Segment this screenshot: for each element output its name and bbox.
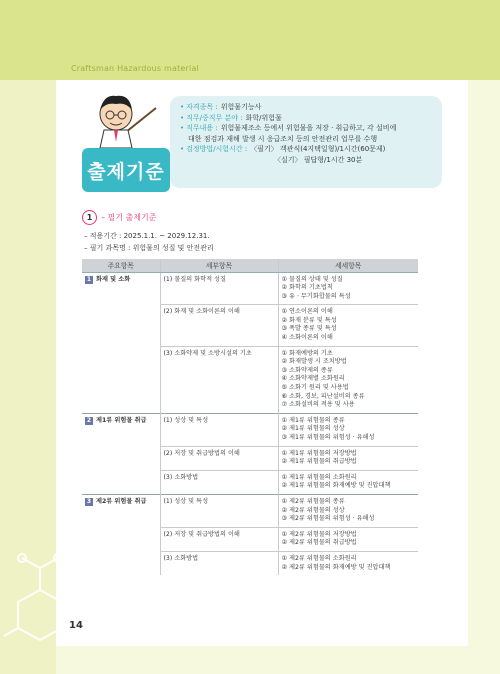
series-title: Craftsman Hazardous material	[71, 64, 199, 73]
sub-item-cell: (2) 저장 및 취급방법의 이해	[160, 446, 278, 470]
table-row	[82, 413, 418, 446]
exam-standard-badge: 출제기준	[82, 148, 170, 192]
sub-item-cell: (2) 저장 및 취급방법의 이해	[160, 527, 278, 551]
detail-cell	[278, 305, 418, 346]
detail-item: ① 제2류 위험물의 저장방법	[281, 530, 357, 538]
info-key: 직무/중직무 분야 :	[186, 113, 243, 122]
page-number: 14	[69, 620, 83, 631]
info-row-qualification	[180, 102, 434, 113]
detail-item: ③ 제2류 위험물의 위험성 · 유해성	[281, 515, 375, 523]
detail-item: ⑦ 소화설비의 적용 및 사용	[281, 401, 355, 409]
info-key: 자격종목 :	[186, 103, 218, 111]
bullet-icon: •	[180, 113, 185, 122]
detail-item: ① 제2류 위험물의 종류	[281, 497, 345, 505]
sub-item-cell: (1) 물질의 화학적 성질	[160, 272, 278, 305]
molecule-decoration-icon	[0, 540, 100, 674]
detail-cell	[278, 346, 418, 413]
sub-item-cell: (1) 성상 및 특성	[160, 494, 278, 527]
detail-cell	[278, 470, 418, 494]
info-row-exam-method	[180, 144, 434, 155]
table-header-row	[82, 259, 418, 272]
info-value: 화학/위험물	[245, 113, 282, 122]
detail-item: ③ 소화약제의 종류	[281, 366, 333, 374]
detail-item: ② 화학의 기초법칙	[281, 284, 333, 292]
detail-item: ① 물질의 상태 및 성질	[281, 275, 343, 283]
detail-item: ② 제2류 위험물의 취급방법	[281, 539, 357, 547]
detail-item: ③ 폭발 종류 및 특성	[281, 325, 337, 333]
detail-cell	[278, 413, 418, 446]
sub-item-cell: (3) 소화방법	[160, 470, 278, 494]
sub-item-cell: (2) 화재 및 소화이론의 이해	[160, 305, 278, 346]
table-row	[82, 494, 418, 527]
detail-item: ⑥ 소화, 경보, 피난설비의 종류	[281, 392, 365, 400]
sub-item-cell: (3) 소화약제 및 소방시설의 기초	[160, 346, 278, 413]
detail-item: ② 제2류 위험물의 성상	[281, 506, 345, 514]
detail-item: ③ 유 · 무기화합물의 특성	[281, 292, 351, 300]
detail-item: ① 제2류 위험물의 소화원리	[281, 554, 357, 562]
info-value: 대한 점검과 재해 발생 시 응급조치 등의 안전관리 업무를 수행	[188, 134, 378, 143]
info-key: 검정방법/시험시간 :	[186, 145, 248, 153]
info-value: 위험물기능사	[220, 103, 262, 111]
subject-name: – 필기 과목명 : 위험물의 성질 및 안전관리	[84, 244, 214, 252]
info-row-field	[180, 113, 434, 124]
detail-item: ② 화재 분류 및 특성	[281, 316, 337, 324]
info-value: 위험물제조소 등에서 위험물을 저장 · 취급하고, 각 설비에	[220, 124, 397, 132]
detail-item: ① 제1류 위험물의 저장방법	[281, 449, 357, 457]
qualification-info-box	[170, 96, 442, 188]
header-main-item: 주요항목	[82, 259, 160, 272]
exam-criteria-table	[82, 259, 418, 575]
header-detail-item: 세세항목	[278, 259, 418, 272]
detail-cell	[278, 551, 418, 575]
header-sub-item: 세부항목	[160, 259, 278, 272]
category-name: 제1류 위험물 취급	[96, 416, 147, 424]
category-number: 3	[86, 497, 92, 505]
bullet-icon: •	[180, 145, 185, 153]
detail-cell	[278, 494, 418, 527]
detail-item: ② 제1류 위험물의 화재예방 및 진압대책	[281, 482, 391, 490]
category-number: 1	[86, 275, 92, 283]
detail-item: ② 제1류 위험물의 취급방법	[281, 458, 357, 466]
detail-item: ⑤ 소화기 원리 및 사용법	[281, 384, 349, 392]
detail-item: ② 제1류 위험물의 성상	[281, 425, 345, 433]
detail-cell	[278, 527, 418, 551]
detail-item: ① 제1류 위험물의 소화원리	[281, 473, 357, 481]
apply-period: – 적용기간 : 2025.1.1. ~ 2029.12.31.	[84, 232, 210, 240]
detail-item: ① 제1류 위험물의 종류	[281, 416, 345, 424]
category-name: 제2류 위험물 취급	[96, 497, 147, 505]
info-row-exam-method-cont	[180, 155, 434, 166]
sub-item-cell: (1) 성상 및 특성	[160, 413, 278, 446]
section-title: – 필기 출제기준	[101, 213, 157, 222]
bullet-icon: •	[180, 124, 185, 132]
section-number: 1	[82, 210, 97, 225]
detail-item: ④ 소화약제별 소화원리	[281, 375, 345, 383]
main-category-cell	[82, 413, 160, 494]
info-key: 직무내용 :	[186, 124, 218, 132]
detail-item: ① 화재예방의 기초	[281, 349, 333, 357]
section-heading	[82, 210, 156, 225]
info-row-duty	[180, 123, 434, 134]
detail-cell	[278, 446, 418, 470]
info-value: 〈실기〉 필답형/1시간 30분	[274, 155, 363, 164]
main-category-cell	[82, 272, 160, 413]
detail-cell	[278, 272, 418, 305]
detail-item: ④ 소화이론의 이해	[281, 334, 333, 342]
table-row	[82, 272, 418, 305]
detail-item: ③ 제1류 위험물의 위험성 · 유해성	[281, 434, 375, 441]
category-number: 2	[86, 416, 92, 424]
detail-item: ② 제2류 위험물의 화재예방 및 진압대책	[281, 563, 391, 571]
bullet-icon: •	[180, 103, 185, 111]
sub-item-cell: (3) 소화방법	[160, 551, 278, 575]
info-row-duty-cont	[180, 134, 434, 145]
category-name: 화재 및 소화	[96, 275, 131, 283]
detail-item: ① 연소이론의 이해	[281, 308, 333, 316]
detail-item: ② 화재발생 시 조치방법	[281, 358, 347, 366]
info-value: 〈필기〉 객관식(4지택일형)/1시간(60문제)	[250, 145, 386, 153]
